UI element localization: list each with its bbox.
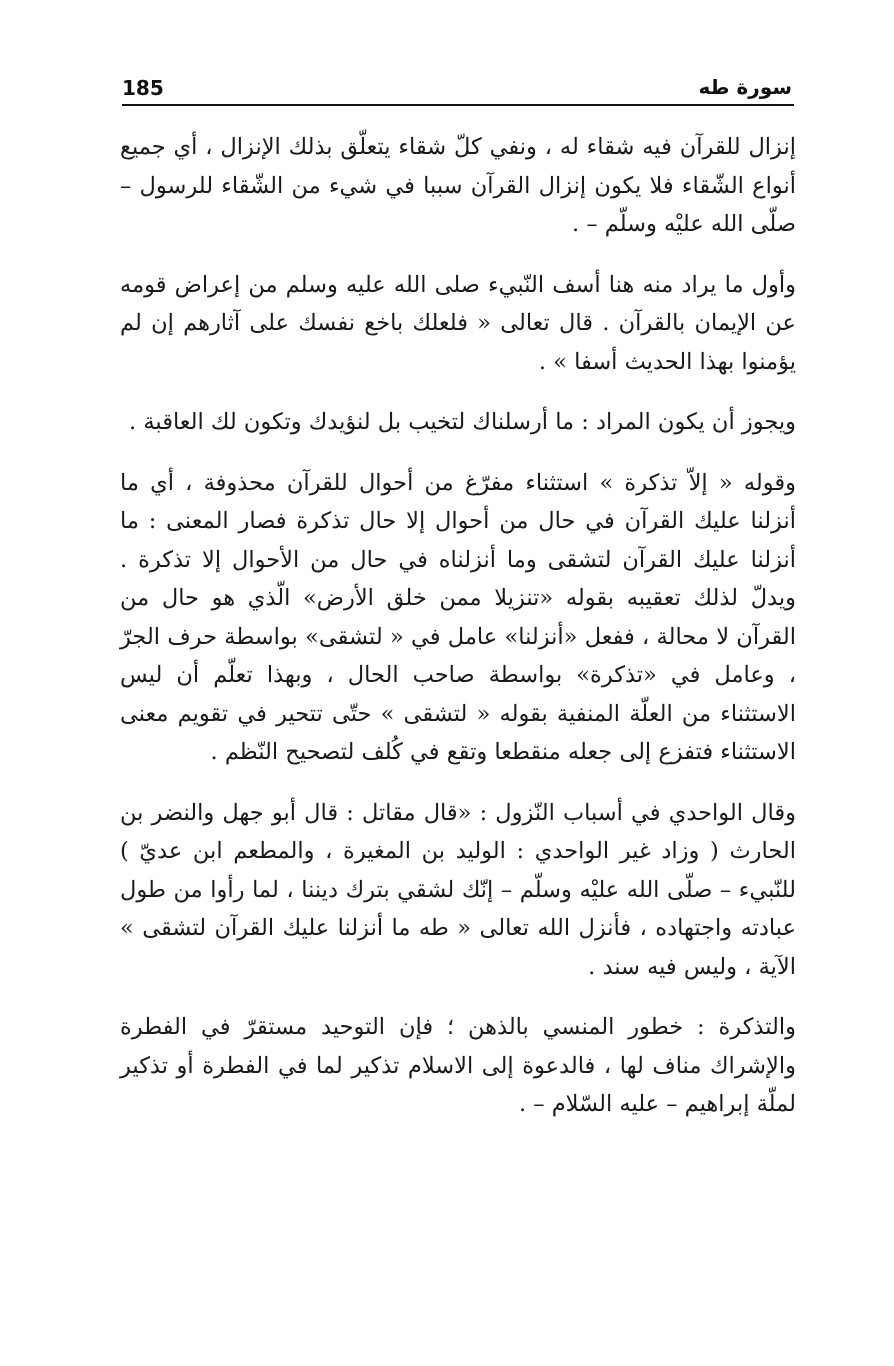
- body-text: [120, 128, 796, 1146]
- paragraph-6: والتذكرة : خطور المنسي بالذهن ؛ فإن التوحيد مستقرّ في الفطرة والإشراك مناف لها ، فالدعوة إلى الاسلام تذكير لما في الفطرة أو تذكير لملّة إبراهيم – عليه السّلام – .: [120, 1014, 796, 1117]
- surah-title: سورة طه: [698, 75, 792, 99]
- paragraph-4: وقوله « إلاّ تذكرة » استثناء مفرّغ من أحوال للقرآن محذوفة ، أي ما أنزلنا عليك القرآن في حال من أحوال إلا حال تذكرة فصار المعنى : ما أنزلنا عليك القرآن لتشقى وما أنزلناه في حال من الأحوال إلا تذكرة . ويدلّ لذلك تعقيبه بقوله «تنزيلا ممن خلق الأرض» الّذي هو حال من القرآن لا محالة ، ففعل «أنزلنا» عامل في « لتشقى» بواسطة حرف الجرّ ، وعامل في «تذكرة» بواسطة صاحب الحال ، وبهذا تعلّم أن ليس الاستثناء من العلّة المنفية بقوله « لتشقى » حتّى تتحير في تقويم معنى الاستثناء فتفزع إلى جعله منقطعا وتقع في كُلف لتصحيح النّظم .: [120, 469, 796, 765]
- page-number: 185: [122, 76, 164, 100]
- paragraph-1: إنزال للقرآن فيه شقاء له ، ونفي كلّ شقاء يتعلّق بذلك الإنزال ، أي جميع أنواع الشّقاء فلا يكون إنزال القرآن سببا في شيء من الشّقاء للرسول – صلّى الله عليْه وسلّم – .: [120, 134, 796, 237]
- paragraph-2: وأول ما يراد منه هنا أسف النّبيء صلى الله عليه وسلم من إعراض قومه عن الإيمان بالقرآن . قال تعالى « فلعلك باخع نفسك على آثارهم إن لم يؤمنوا بهذا الحديث أسفا » .: [120, 271, 796, 375]
- paragraph-3: ويجوز أن يكون المراد : ما أرسلناك لتخيب بل لنؤيدك وتكون لك العاقبة .: [129, 409, 796, 435]
- running-header: [122, 74, 794, 106]
- paragraph-5: وقال الواحدي في أسباب النّزول : «قال مقاتل : قال أبو جهل والنضر بن الحارث ( وزاد غير الواحدي : الوليد بن المغيرة ، والمطعم ابن عديّ ) للنّبيء – صلّى الله عليْه وسلّم – إنّك لشقي بترك ديننا ، لما رأوا من طول عبادته واجتهاده ، فأنزل الله تعالى « طه ما أنزلنا عليك القرآن لتشقى » الآية ، وليس فيه سند .: [120, 799, 796, 980]
